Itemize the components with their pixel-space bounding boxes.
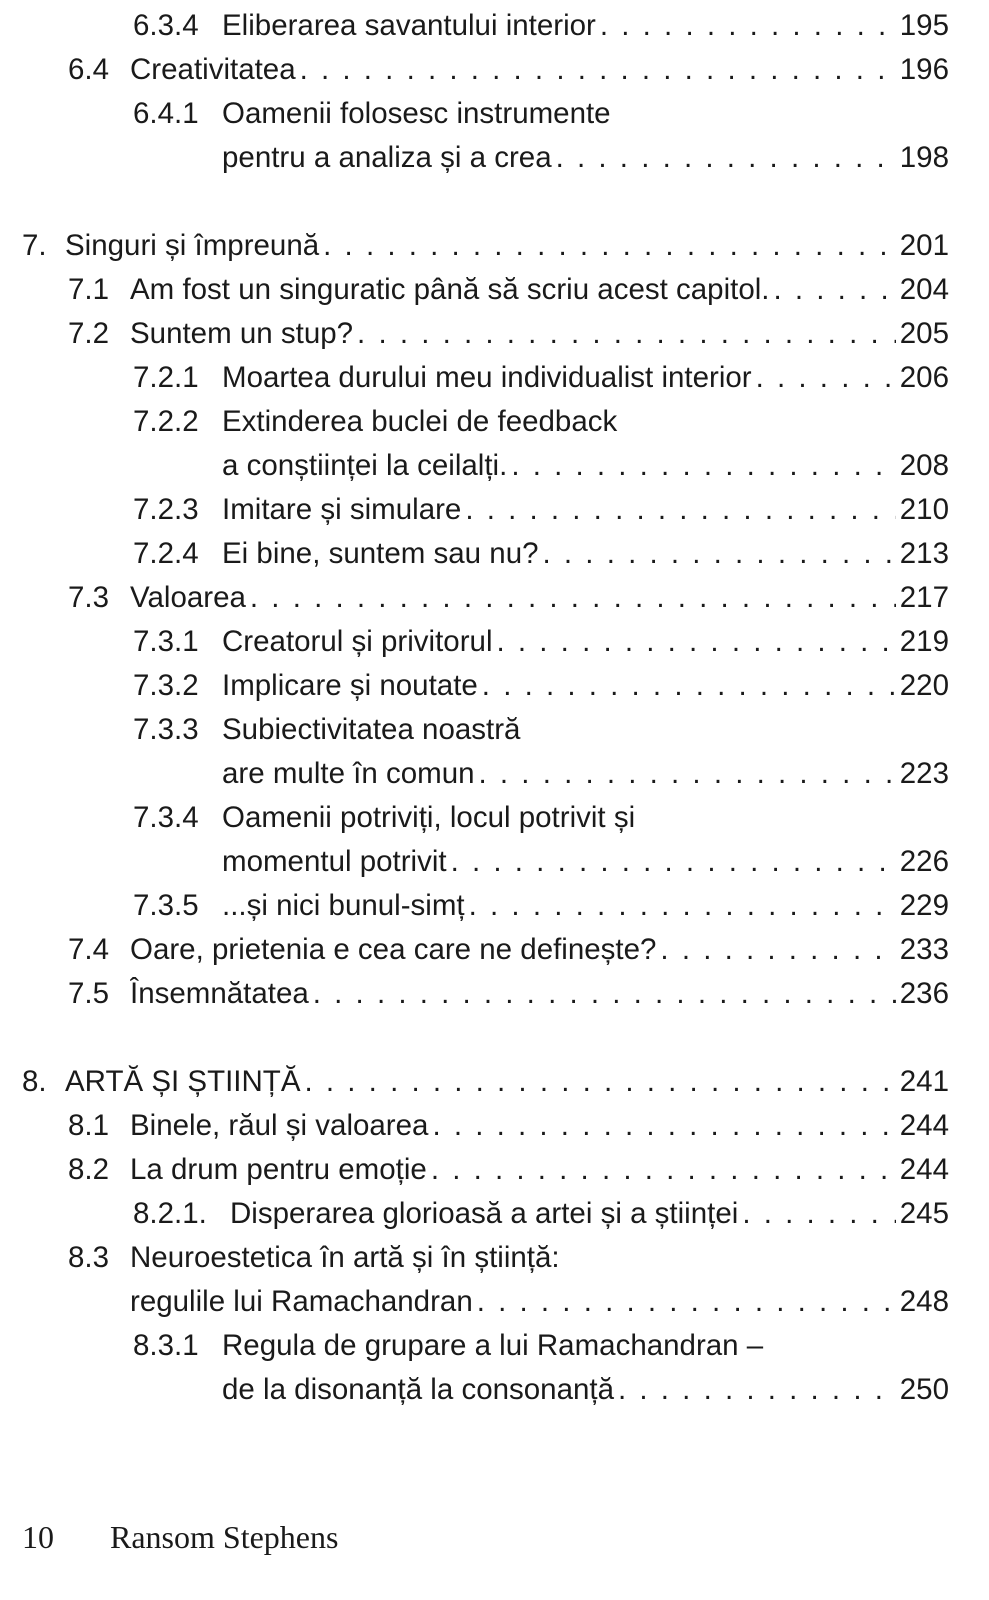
toc-entry bbox=[0, 532, 989, 576]
toc-entry bbox=[0, 928, 989, 972]
toc-entry-number: 7.4 bbox=[68, 933, 110, 966]
toc-entry-page: 198 bbox=[899, 141, 949, 174]
toc-entry-title: are multe în comun bbox=[222, 757, 475, 790]
toc-entry bbox=[0, 92, 989, 136]
toc-entry bbox=[0, 356, 989, 400]
dot-leader bbox=[769, 268, 895, 312]
toc-entry bbox=[0, 1192, 989, 1236]
toc-entry-title: Ei bine, suntem sau nu? bbox=[222, 537, 539, 570]
toc-entry bbox=[0, 312, 989, 356]
toc-entry bbox=[0, 972, 989, 1016]
toc-entry-title: Disperarea glorioasă a artei și a științei bbox=[230, 1197, 739, 1230]
toc-entry-title: Am fost un singuratic până să scriu acest capitol. bbox=[130, 273, 770, 306]
dot-leader bbox=[353, 312, 896, 356]
toc-entry-title: ARTĂ ȘI ȘTIINȚĂ bbox=[65, 1065, 301, 1098]
toc-entry-page: 226 bbox=[899, 845, 949, 878]
toc-entry-title: a conștiinței la ceilalți. bbox=[222, 449, 508, 482]
toc-entry-continuation bbox=[0, 1368, 989, 1412]
dot-leader bbox=[596, 4, 896, 48]
dot-leader bbox=[427, 1148, 896, 1192]
toc-entry-title: Singuri și împreună bbox=[65, 229, 320, 262]
toc-entry-number: 8.3.1 bbox=[133, 1329, 199, 1362]
toc-entry-title: Oare, prietenia e cea care ne definește? bbox=[130, 933, 657, 966]
footer-page-number: 10 bbox=[22, 1519, 54, 1555]
toc-entry-title: pentru a analiza și a crea bbox=[222, 141, 552, 174]
toc-entry-title: Creatorul și privitorul bbox=[222, 625, 493, 658]
dot-leader bbox=[473, 1280, 896, 1324]
toc-entry-number: 7.3.2 bbox=[133, 669, 199, 702]
toc-entry-number: 8. bbox=[22, 1065, 47, 1098]
toc-entry-page: 223 bbox=[899, 757, 949, 790]
toc-entry-page: 250 bbox=[899, 1373, 949, 1406]
toc-entry bbox=[0, 708, 989, 752]
toc-entry-title: de la disonanță la consonanță bbox=[222, 1373, 614, 1406]
toc-entry-title: Valoarea bbox=[130, 581, 246, 614]
toc-entry bbox=[0, 268, 989, 312]
toc-entry-title: Oamenii folosesc instrumente bbox=[222, 97, 611, 130]
toc-chapter bbox=[0, 224, 989, 268]
toc-entry-continuation bbox=[0, 444, 989, 488]
toc-entry-number: 7.2.1 bbox=[133, 361, 199, 394]
dot-leader bbox=[478, 664, 896, 708]
toc-entry-page: 213 bbox=[899, 537, 949, 570]
dot-leader bbox=[475, 752, 896, 796]
toc-entry-number: 8.2 bbox=[68, 1153, 110, 1186]
dot-leader bbox=[507, 444, 895, 488]
toc-entry-title: Neuroestetica în artă și în știință: bbox=[130, 1241, 560, 1274]
toc-entry bbox=[0, 576, 989, 620]
toc-entry bbox=[0, 1236, 989, 1280]
toc-entry-title: Regula de grupare a lui Ramachandran – bbox=[222, 1329, 764, 1362]
toc-entry-title: regulile lui Ramachandran bbox=[130, 1285, 473, 1318]
toc-entry-title: Binele, răul și valoarea bbox=[130, 1109, 429, 1142]
dot-leader bbox=[296, 48, 896, 92]
toc-entry-continuation bbox=[0, 840, 989, 884]
toc-entry-page: 217 bbox=[899, 581, 949, 614]
toc-entry-continuation bbox=[0, 1280, 989, 1324]
dot-leader bbox=[461, 488, 895, 532]
toc-entry-number: 6.4.1 bbox=[133, 97, 199, 130]
dot-leader bbox=[428, 1104, 895, 1148]
dot-leader bbox=[319, 224, 896, 268]
toc-entry-page: 204 bbox=[899, 273, 949, 306]
toc-entry-title: Imitare și simulare bbox=[222, 493, 462, 526]
toc-entry-title: ...și nici bunul-simț bbox=[222, 889, 465, 922]
footer-author: Ransom Stephens bbox=[110, 1519, 339, 1555]
toc-entry-page: 196 bbox=[899, 53, 949, 86]
toc-entry-page: 245 bbox=[899, 1197, 949, 1230]
dot-leader bbox=[738, 1192, 895, 1236]
toc-entry-title: Moartea durului meu individualist interior bbox=[222, 361, 752, 394]
dot-leader bbox=[552, 136, 896, 180]
toc-entry-page: 220 bbox=[899, 669, 949, 702]
toc-entry-number: 8.2.1. bbox=[133, 1197, 207, 1230]
dot-leader bbox=[656, 928, 895, 972]
toc-entry-number: 7.2 bbox=[68, 317, 110, 350]
toc-entry-number: 8.1 bbox=[68, 1109, 110, 1142]
dot-leader bbox=[447, 840, 896, 884]
toc-entry-number: 7.2.4 bbox=[133, 537, 199, 570]
toc-entry bbox=[0, 884, 989, 928]
toc-entry-continuation bbox=[0, 136, 989, 180]
toc-entry-number: 6.4 bbox=[68, 53, 110, 86]
dot-leader bbox=[614, 1368, 896, 1412]
toc-entry-page: 201 bbox=[899, 229, 949, 262]
toc-entry-title: Creativitatea bbox=[130, 53, 296, 86]
dot-leader bbox=[246, 576, 896, 620]
toc-entry-number: 7.5 bbox=[68, 977, 110, 1010]
toc-entry-title: Însemnătatea bbox=[130, 977, 309, 1010]
dot-leader bbox=[301, 1060, 896, 1104]
toc-entry-title: Eliberarea savantului interior bbox=[222, 9, 596, 42]
toc-entry-title: Extinderea buclei de feedback bbox=[222, 405, 618, 438]
toc-entry-number: 6.3.4 bbox=[133, 9, 199, 42]
toc-entry-page: 195 bbox=[899, 9, 949, 42]
toc-entry-number: 7.2.2 bbox=[133, 405, 199, 438]
toc-entry bbox=[0, 664, 989, 708]
toc-entry-number: 7.2.3 bbox=[133, 493, 199, 526]
toc-entry bbox=[0, 488, 989, 532]
toc-entry-page: 229 bbox=[899, 889, 949, 922]
toc-chapter bbox=[0, 1060, 989, 1104]
toc-entry-number: 7. bbox=[22, 229, 47, 262]
toc-entry-page: 219 bbox=[899, 625, 949, 658]
toc-entry-page: 208 bbox=[899, 449, 949, 482]
toc-entry-number: 7.3.5 bbox=[133, 889, 199, 922]
toc-entry-number: 8.3 bbox=[68, 1241, 110, 1274]
toc-entry bbox=[0, 1324, 989, 1368]
toc-entry-page: 233 bbox=[899, 933, 949, 966]
toc-entry bbox=[0, 48, 989, 92]
dot-leader bbox=[465, 884, 896, 928]
toc-entry-number: 7.3.1 bbox=[133, 625, 199, 658]
dot-leader bbox=[752, 356, 896, 400]
page-footer bbox=[22, 1515, 338, 1559]
dot-leader bbox=[493, 620, 896, 664]
toc-entry bbox=[0, 400, 989, 444]
dot-leader bbox=[309, 972, 896, 1016]
toc-entry-page: 241 bbox=[899, 1065, 949, 1098]
toc-entry-title: Oamenii potriviți, locul potrivit și bbox=[222, 801, 636, 834]
toc-entry-number: 7.1 bbox=[68, 273, 110, 306]
dot-leader bbox=[539, 532, 896, 576]
toc-entry-title: Implicare și noutate bbox=[222, 669, 478, 702]
toc-entry-page: 248 bbox=[899, 1285, 949, 1318]
toc-entry-page: 206 bbox=[899, 361, 949, 394]
toc-entry bbox=[0, 1104, 989, 1148]
toc-entry bbox=[0, 1148, 989, 1192]
toc-entry bbox=[0, 796, 989, 840]
toc-entry bbox=[0, 4, 989, 48]
toc-entry-page: 244 bbox=[899, 1153, 949, 1186]
toc-entry-title: Subiectivitatea noastră bbox=[222, 713, 521, 746]
toc-entry-page: 210 bbox=[899, 493, 949, 526]
toc-entry-page: 244 bbox=[899, 1109, 949, 1142]
toc-entry-number: 7.3.3 bbox=[133, 713, 199, 746]
toc-entry-number: 7.3.4 bbox=[133, 801, 199, 834]
toc-entry-title: La drum pentru emoție bbox=[130, 1153, 427, 1186]
toc-entry-continuation bbox=[0, 752, 989, 796]
toc-entry-number: 7.3 bbox=[68, 581, 110, 614]
toc-entry-page: 205 bbox=[899, 317, 949, 350]
toc-entry bbox=[0, 620, 989, 664]
toc-entry-title: Suntem un stup? bbox=[130, 317, 354, 350]
toc-entry-page: 236 bbox=[899, 977, 949, 1010]
toc-entry-title: momentul potrivit bbox=[222, 845, 447, 878]
